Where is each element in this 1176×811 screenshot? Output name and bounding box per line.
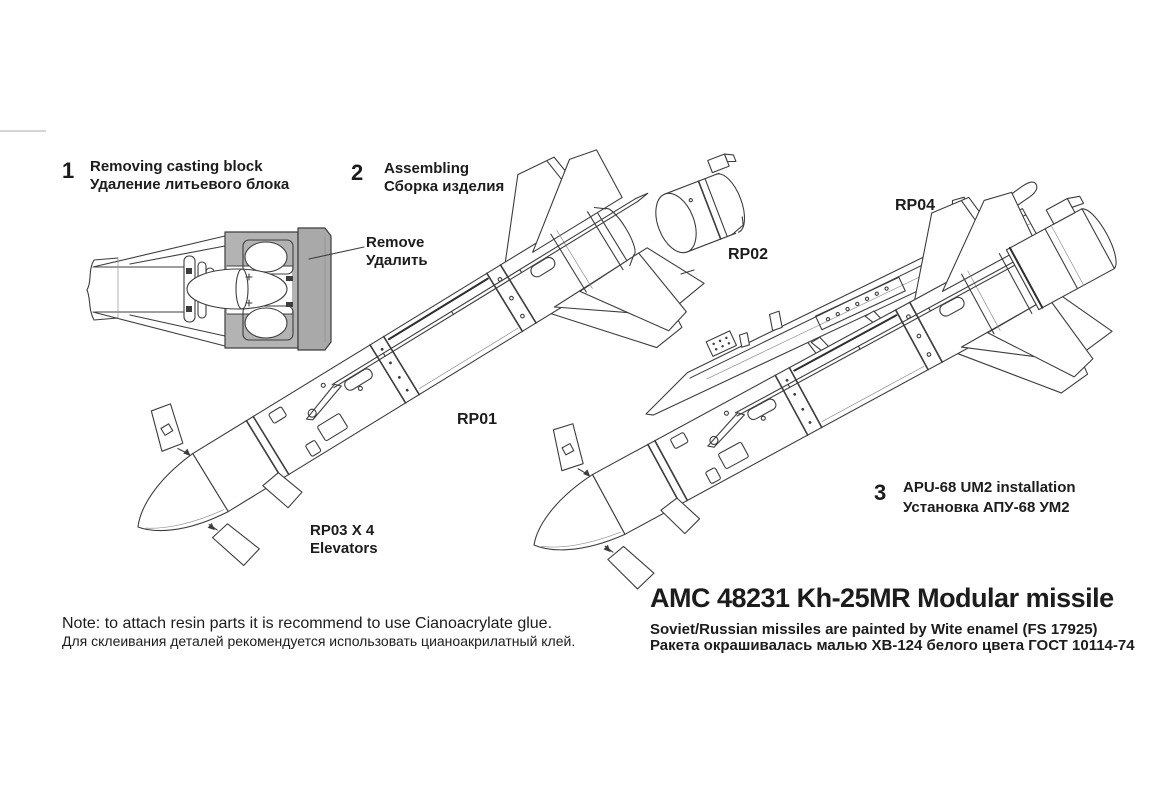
step3-title bbox=[903, 478, 1076, 517]
step3-number: 3 bbox=[874, 480, 887, 505]
step1-title-ru: Удаление литьевого блока bbox=[90, 175, 290, 193]
step1-number: 1 bbox=[62, 158, 75, 183]
casting-block-drawing bbox=[87, 228, 364, 350]
rp02-label: RP02 bbox=[728, 246, 769, 263]
step1-title bbox=[90, 158, 289, 193]
step2-title-en: Assembling bbox=[384, 160, 470, 177]
glue-note-en: Note: to attach resin parts it is recommend to use Cianoacrylate glue. bbox=[62, 615, 553, 632]
step1-title-en: Removing casting block bbox=[90, 158, 263, 175]
rp02-part-drawing bbox=[642, 151, 760, 258]
paint-note-ru: Ракета окрашивалась малью ХВ-124 белого цвета ГОСТ 10114-74 bbox=[650, 637, 1135, 654]
rp03-label-line1: RP03 X 4 bbox=[310, 522, 375, 539]
step3-title-en: APU-68 UM2 installation bbox=[903, 479, 1076, 496]
step2-title-ru: Сборка изделия bbox=[384, 177, 505, 195]
paint-note-en: Soviet/Russian missiles are painted by Wite enamel (FS 17925) bbox=[650, 621, 1098, 638]
sheet-title: AMC 48231 Kh-25MR Modular missile bbox=[650, 583, 1114, 613]
remove-callout-en: Remove bbox=[366, 234, 425, 251]
remove-callout-ru: Удалить bbox=[366, 251, 428, 269]
remove-callout bbox=[366, 234, 428, 269]
step2-number: 2 bbox=[351, 160, 364, 185]
rp03-label bbox=[310, 522, 378, 557]
rp01-label: RP01 bbox=[457, 411, 498, 428]
rp04-label: RP04 bbox=[895, 197, 936, 214]
step3-title-ru: Установка АПУ-68 УМ2 bbox=[903, 498, 1070, 516]
glue-note-ru: Для склеивания деталей рекомендуется использовать цианоакрилатный клей. bbox=[62, 633, 576, 649]
rp03-label-line2: Elevators bbox=[310, 539, 378, 557]
step2-title bbox=[384, 160, 504, 195]
